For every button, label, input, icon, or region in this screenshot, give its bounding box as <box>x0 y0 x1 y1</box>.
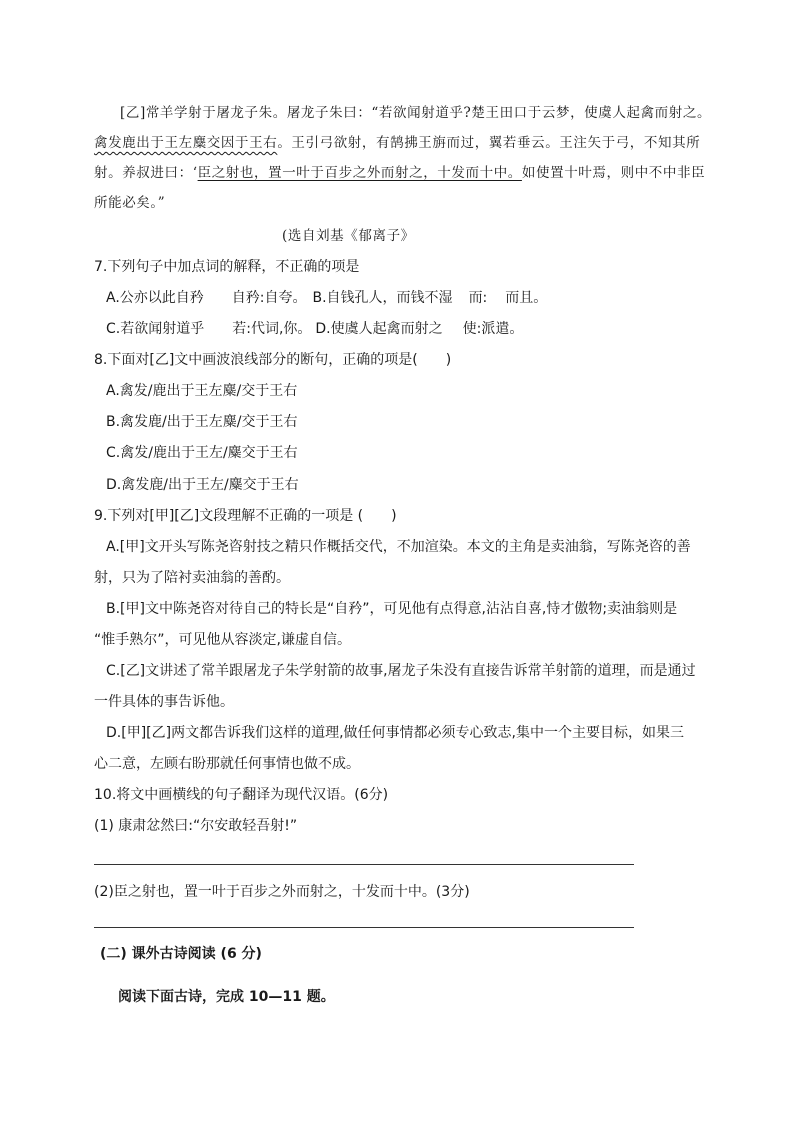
q10-stem: 10.将文中画横线的句子翻译为现代汉语。(6分) <box>94 787 389 803</box>
passage-line-4 <box>94 193 165 213</box>
passage-text: 如使置十叶焉，则中不中非臣 <box>521 165 706 181</box>
q7-stem: 7.下列句子中加点词的解释，不正确的项是 <box>94 259 360 275</box>
q8-option-d: D.禽发鹿/出于王左/麋交于王右 <box>106 477 299 493</box>
q9-option-c-line2: 一件具体的事告诉他。 <box>94 694 234 710</box>
q7-option-a-explanation: 自矜:自夸。 <box>231 290 307 306</box>
passage-text: 所能必矣。” <box>94 195 166 211</box>
passage-text: 。王引弓欲射，有鹄拂王旃而过，翼若垂云。王注矢于弓，不知其所 <box>277 135 701 151</box>
q7-options-cd <box>106 319 523 339</box>
q9-option-b-line1: B.[甲]文中陈尧咨对待自己的特长是“自矜”，可见他有点得意,沾沾自喜,恃才傲物;卖油翁则是 <box>106 601 678 617</box>
passage-source <box>282 226 415 246</box>
q9-option-d-line1: D.[甲][乙]两文都告诉我们这样的道理,做任何事情都必须专心致志,集中一个主要目标，如果三 <box>106 725 684 741</box>
q9-option-a-line1: A.[甲]文开头写陈尧咨射技之精只作概括交代，不加渲染。本文的主角是卖油翁，写陈尧咨的善 <box>106 539 691 555</box>
section-instruction: 阅读下面古诗，完成 10—11 题。 <box>118 989 335 1005</box>
q7-option-c: C.若欲闻射道乎 <box>106 321 205 337</box>
q7-option-d-explanation: 使:派遣。 <box>462 321 524 337</box>
q7-options-ab <box>106 288 547 308</box>
wavy-underlined-phrase: 禽发鹿出于王左麋交因于王右 <box>94 135 278 151</box>
q7-option-c-explanation: 若:代词,你。 <box>232 321 312 337</box>
passage-line-3 <box>94 163 705 183</box>
passage-line-1 <box>120 103 711 123</box>
q9-option-b-line2: “惟手熟尔”，可见他从容淡定,谦虚自信。 <box>94 632 351 648</box>
q9-stem: 9.下列对[甲][乙]文段理解不正确的一项是 ( ) <box>94 508 397 524</box>
q8-option-a: A.禽发/鹿出于王左麋/交于王右 <box>106 383 298 399</box>
q9-option-d-line2: 心二意，左顾右盼那就任何事情也做不成。 <box>94 756 360 772</box>
q9-option-a-line2: 射，只为了陪衬卖油翁的善酌。 <box>94 570 290 586</box>
answer-line-1[interactable] <box>94 864 634 865</box>
q7-option-b: B.自钱孔人，而钱不湿 <box>312 290 453 306</box>
answer-line-2[interactable] <box>94 927 634 928</box>
q7-option-a: A.公亦以此自矜 <box>106 290 204 306</box>
passage-text: 射。养叔进曰：‘ <box>94 165 198 181</box>
passage-line-2 <box>94 133 700 153</box>
q7-option-b-explanation-2: 而且。 <box>505 290 548 306</box>
source-citation: (选自刘基《郁离子》 <box>282 228 415 244</box>
underlined-sentence: 臣之射也，置一叶于百步之外而射之，十发而十中。 <box>197 165 522 181</box>
q7-option-b-explanation: 而: <box>468 290 488 306</box>
q10-sentence-2: (2)臣之射也，置一叶于百步之外而射之，十发而十中。(3分) <box>94 884 470 900</box>
q9-option-c-line1: C.[乙]文讲述了常羊跟屠龙子朱学射箭的故事,屠龙子朱没有直接告诉常羊射箭的道理，而是通过 <box>106 663 696 679</box>
q8-option-c: C.禽发/鹿出于王左/麋交于王右 <box>106 445 298 461</box>
q7-option-d: D.使虞人起禽而射之 <box>315 321 443 337</box>
q8-option-b: B.禽发鹿/出于王左麋/交于王右 <box>106 414 298 430</box>
passage-text: [乙]常羊学射于屠龙子朱。屠龙子朱曰：“若欲闻射道乎?楚王田口于云梦，使虞人起禽而射之。 <box>120 105 712 121</box>
q8-stem: 8.下面对[乙]文中画波浪线部分的断句，正确的项是( ) <box>94 352 452 368</box>
section-title: (二) 课外古诗阅读 (6 分) <box>100 946 262 962</box>
q10-sentence-1: (1) 康肃忿然曰:“尔安敢轻吾射!” <box>94 818 298 834</box>
